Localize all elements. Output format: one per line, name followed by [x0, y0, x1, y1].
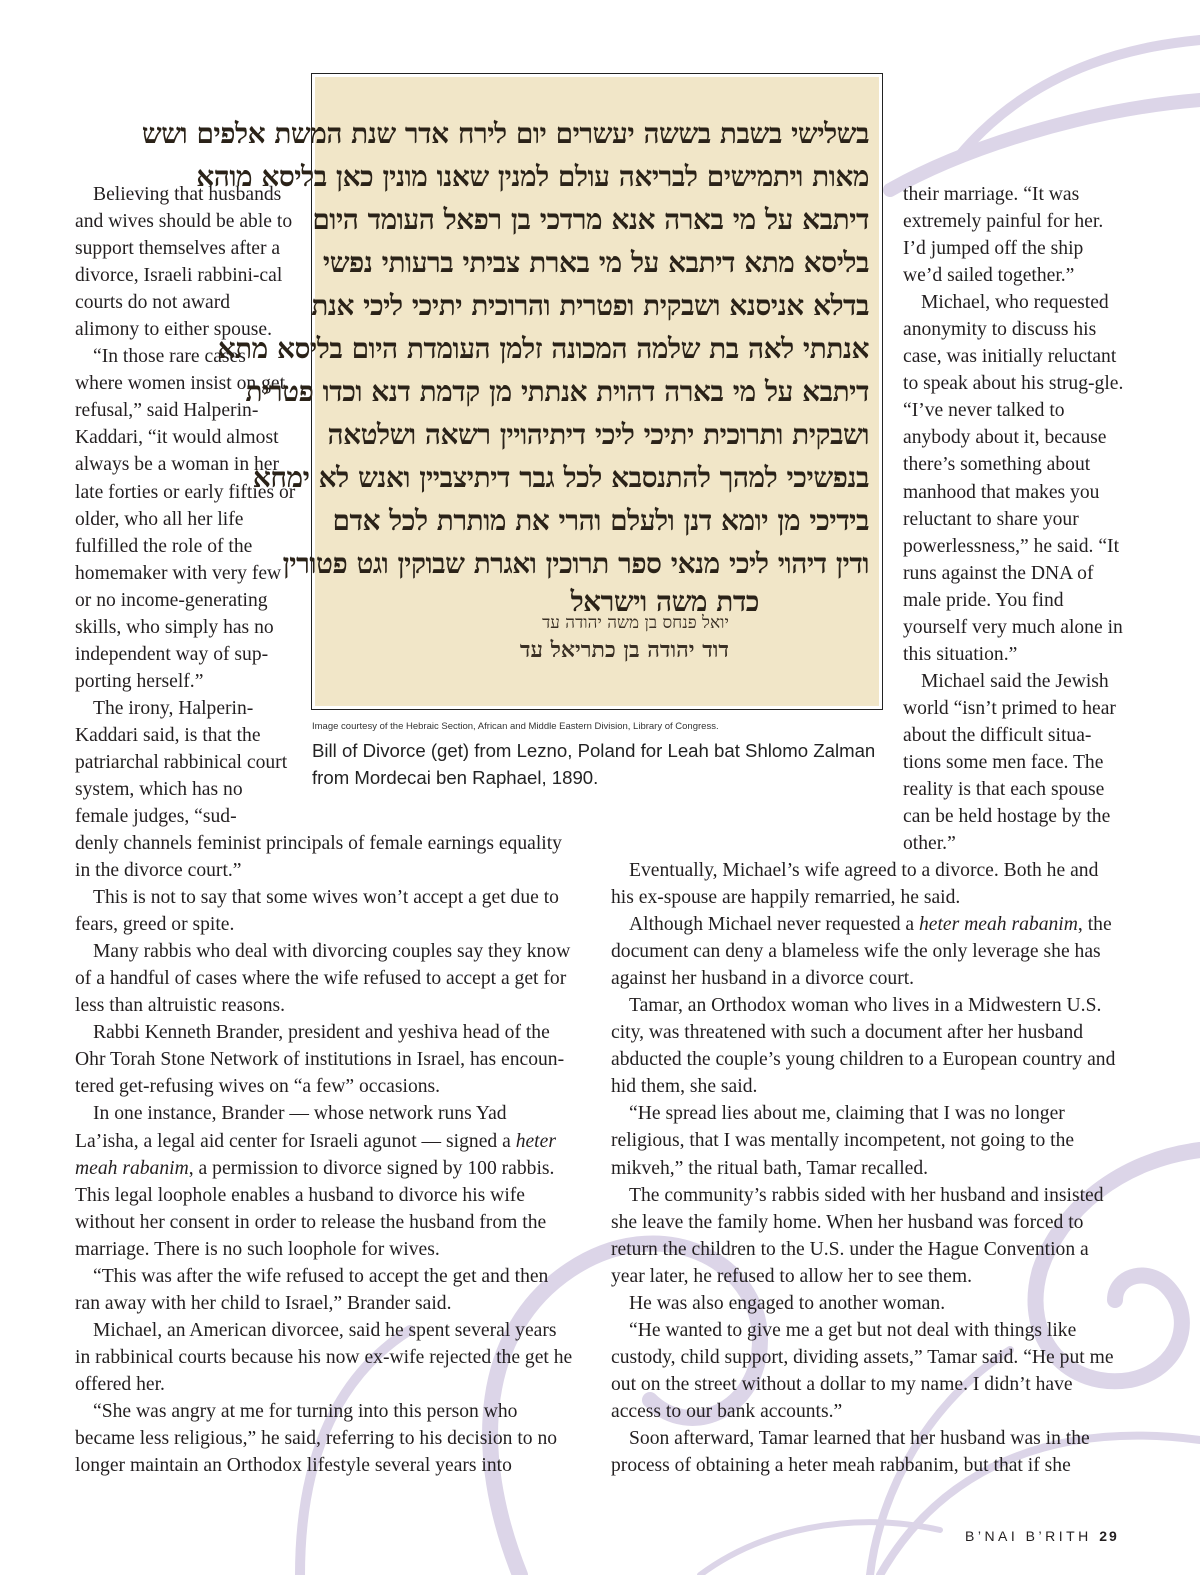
article-column-left-top	[75, 181, 297, 830]
paragraph: This is not to say that some wives won’t accept a get due to fears, greed or spite.	[75, 887, 559, 936]
figure-caption: Bill of Divorce (get) from Lezno, Poland for Leah bat Shlomo Zalman from Mordecai ben Raphael, 1890.	[312, 740, 876, 788]
paragraph: Michael, who requested anonymity to discuss his case, was initially reluctant to speak about his strug-gle. “I’ve never talked to anybody about it, because there’s something about manhood that makes you reluctant to share your powerlessness,” he said. “It runs against the DNA of male pride. You find yourself very much alone in this situation.”	[903, 292, 1124, 665]
article-column-left-bottom	[75, 830, 575, 1479]
hebrew-line: בנפשיכי למהך להתנסבא לכל גבר דיתיצביין ואנש לא ימחא	[252, 461, 869, 494]
paragraph: Tamar, an Orthodox woman who lives in a Midwestern U.S. city, was threatened with such a document after her husband abducted the couple’s young children to a European country and hid them, she said.	[611, 995, 1116, 1098]
text-run: In one instance, Brander — whose network runs Yad La’isha, a legal aid center for Israeli agunot — signed a	[75, 1103, 516, 1152]
paragraph: “This was after the wife refused to accept the get and then ran away with her child to Israel,” Brander said.	[75, 1265, 549, 1314]
paragraph: “He spread lies about me, claiming that I was no longer religious, that I was mentally incompetent, not going to the mikveh,” the ritual bath, Tamar recalled.	[611, 1103, 1075, 1179]
hebrew-line: בדלא אניסנא ושבקית ופטרית והרוכית יתיכי ליכי אנת	[311, 289, 869, 322]
paragraph: Soon afterward, Tamar learned that her husband was in the process of obtaining a heter meah rabbanim, but that if she	[611, 1427, 1090, 1477]
paragraph: “He wanted to give me a get but not deal with things like custody, child support, dividing assets,” Tamar said. “He put me out on the street without a dollar to my name. I didn’t have access to our bank accounts.”	[611, 1319, 1114, 1422]
article-column-right-bottom	[611, 857, 1123, 1479]
publication-name: B’NAI B’RITH	[965, 1528, 1092, 1544]
hebrew-line: ודין דיהוי ליכי מנאי ספר תרוכין ואגרת שבוקין וגט פטורין	[282, 547, 869, 580]
page-folio	[965, 1528, 1119, 1544]
paragraph: Michael said the Jewish world “isn’t primed to hear about the difficult situa-tions some men face. The reality is that each spouse can be held hostage by the other.”	[903, 670, 1116, 855]
hebrew-line: כדת משה וישראל	[570, 585, 759, 618]
image-credit: Image courtesy of the Hebraic Section, African and Middle Eastern Division, Library of Congress.	[312, 721, 719, 732]
paragraph: He was also engaged to another woman.	[629, 1292, 946, 1314]
witness-signature: דוד יהודה בן כתריאל עד	[519, 637, 729, 663]
paragraph: denly channels feminist principals of female earnings equality in the divorce court.”	[75, 833, 562, 882]
paragraph	[75, 1100, 575, 1262]
paragraph: The community’s rabbis sided with her husband and insisted she leave the family home. When her husband was forced to return the children to the U.S. under the Hague Convention a year later, he refused to allow her to see them.	[611, 1184, 1104, 1287]
paragraph: Rabbi Kenneth Brander, president and yeshiva head of the Ohr Torah Stone Network of institutions in Israel, has encoun-tered get-refusing wives on “a few” occasions.	[75, 1022, 565, 1098]
hebrew-line: אנתתי לאה בת שלמה המכונה זלמן העומדת היום בליסא מתא	[217, 332, 869, 365]
hebrew-line: בידיכי מן יומא דנן ולעלם והרי את מותרת לכל אדם	[332, 504, 869, 537]
paragraph: Many rabbis who deal with divorcing couples say they know of a handful of cases where the wife refused to accept a get for less than altruistic reasons.	[75, 941, 571, 1017]
text-run: Although Michael never requested a	[629, 914, 919, 936]
hebrew-line: בשלישי בשבת בששה יעשרים יום לירח אדר שנת המשת אלפים ושש	[141, 117, 869, 150]
page-number: 29	[1099, 1528, 1119, 1544]
hebrew-line: בליסא מתא דיתבא על מי בארת צביתי ברעותי נפשי	[322, 246, 869, 279]
italic-term: heter meah rabanim	[75, 1130, 556, 1179]
hebrew-line: דיתבא על מי בארה אנא מרדכי בן רפאל העומד היום	[312, 203, 869, 236]
paragraph: “In those rare cases where women insist on get refusal,” said Halperin-Kaddari, “it would almost always be a woman in her late forties or early fifties or older, who all her life fulfilled the role of the homemaker with very few or no income-generating skills, who simply has no independent way of sup-porting herself.”	[75, 346, 296, 692]
hebrew-line: דיתבא על מי בארה דהוית אנתתי מן קדמת דנא וכדו פטרית	[245, 375, 869, 408]
paragraph: Eventually, Michael’s wife agreed to a divorce. Both he and his ex-spouse are happily remarried, he said.	[611, 860, 1099, 909]
hebrew-line: ושבקית ותרוכית יתיכי ליכי דיתיהויין רשאה ושלטאה	[327, 418, 869, 451]
paragraph: Michael, an American divorcee, said he spent several years in rabbinical courts because his now ex-wife rejected the get he offered her.	[75, 1319, 573, 1395]
paragraph: their marriage. “It was extremely painful for her. I’d jumped off the ship we’d sailed together.”	[903, 184, 1104, 287]
witness-signature: יואל פנחס בן משה יהודה עד	[542, 613, 729, 633]
paragraph: The irony, Halperin-Kaddari said, is that the patriarchal rabbinical court system, which has no female judges, “sud-	[75, 697, 288, 828]
italic-term: heter meah rabanim	[919, 914, 1078, 936]
article-column-right-top	[903, 181, 1125, 857]
paragraph	[611, 911, 1123, 992]
paragraph: “She was angry at me for turning into this person who became less religious,” he said, referring to his decision to no longer maintain an Orthodox lifestyle several years into	[75, 1400, 558, 1477]
hebrew-line: מאות ויתמישים לבריאה עולם למנין שאנו מונין כאן בליסא מוהא	[196, 160, 869, 193]
text-run: , the document can deny a blameless wife the only leverage she has against her husband in a divorce court.	[611, 914, 1112, 990]
text-run: , a permission to divorce signed by 100 rabbis. This legal loophole enables a husband to divorce his wife without her consent in order to release the husband from the marriage. There is no such loophole for wives.	[75, 1157, 555, 1260]
paragraph: Believing that husbands and wives should be able to support themselves after a divorce, Israeli rabbini-cal courts do not award alimony to either spouse.	[75, 184, 293, 341]
